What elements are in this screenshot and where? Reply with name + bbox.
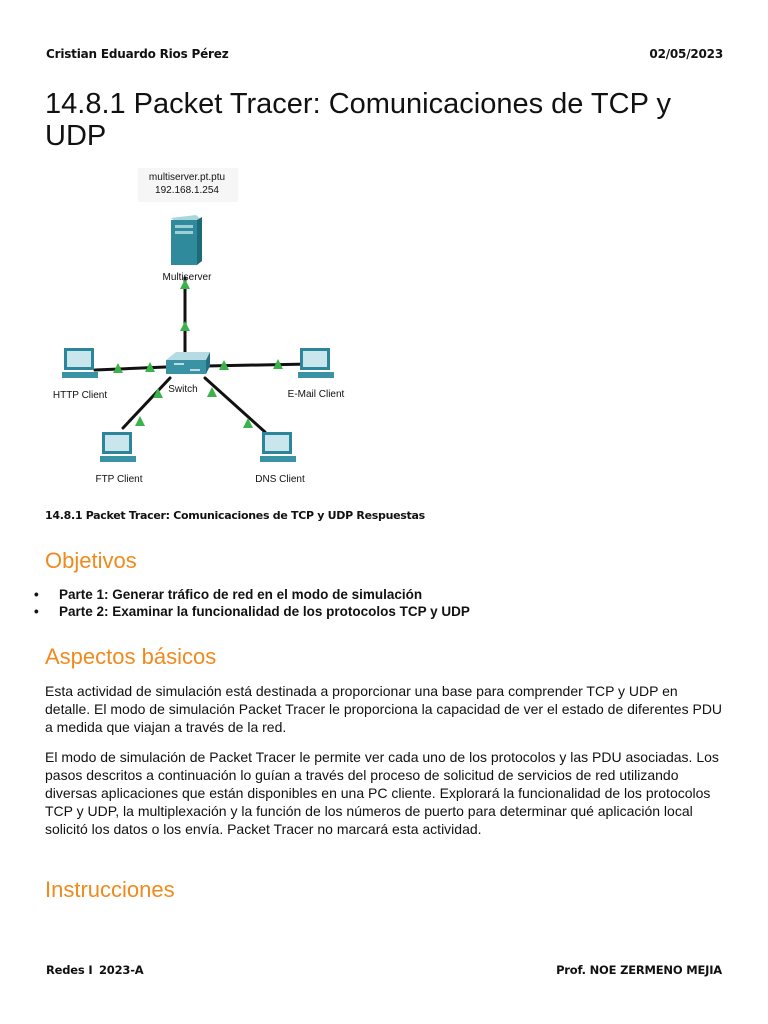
http-client-pc-icon bbox=[62, 348, 98, 378]
objectives-heading: Objetivos bbox=[45, 548, 137, 573]
email-client-pc-icon bbox=[298, 348, 334, 378]
objective-item bbox=[0, 586, 470, 603]
basics-paragraph-2: El modo de simulación de Packet Tracer le permite ver cada uno de los protocolos y las PDU asociadas. Los pasos descritos a continuación lo guían a través del proceso de solicitud de servicios de red utilizando diversas aplicaciones que están disponibles en una PC cliente. Explorará la funcionalidad de los protocolos TCP y UDP, la multiplexación y la función de los números de puerto para determinar qué aplicación local solicitó los datos o los envía. Packet Tracer no marcará esta actividad. bbox=[45, 749, 719, 837]
basics-paragraph-1: Esta actividad de simulación está destinada a proporcionar una base para comprender TCP y UDP en detalle. El modo de simulación Packet Tracer le proporciona la capacidad de ver el estado de diferentes PDU a medida que viajan a través de la red. bbox=[45, 683, 723, 735]
multiserver-icon bbox=[171, 215, 202, 265]
objective-item bbox=[0, 603, 470, 620]
footer-period: 2023-A bbox=[99, 963, 144, 977]
switch-label: Switch bbox=[168, 384, 198, 395]
link-light-icon bbox=[180, 321, 190, 331]
server-ip-label: 192.168.1.254 bbox=[155, 185, 219, 196]
server-name-label: multiserver.pt.ptu bbox=[148, 172, 226, 183]
switch-icon bbox=[166, 352, 210, 374]
header-author: Cristian Eduardo Rios Pérez bbox=[46, 47, 229, 61]
diagram-caption: 14.8.1 Packet Tracer: Comunicaciones de TCP y UDP Respuestas bbox=[45, 509, 425, 522]
email-client-label: E-Mail Client bbox=[287, 389, 345, 400]
bullet-icon: • bbox=[34, 587, 39, 602]
header-date: 02/05/2023 bbox=[649, 47, 723, 61]
multiserver-label: Multiserver bbox=[162, 272, 212, 283]
objective-text: Parte 1: Generar tráfico de red en el modo de simulación bbox=[59, 587, 423, 602]
instructions-heading: Instrucciones bbox=[45, 877, 175, 902]
network-topology-diagram bbox=[40, 160, 380, 500]
http-client-label: HTTP Client bbox=[52, 390, 108, 401]
bullet-icon: • bbox=[34, 604, 39, 619]
ftp-client-label: FTP Client bbox=[95, 474, 143, 485]
objectives-list bbox=[0, 586, 470, 620]
objective-text: Parte 2: Examinar la funcionalidad de los protocolos TCP y UDP bbox=[59, 604, 470, 619]
dns-client-label: DNS Client bbox=[255, 474, 305, 485]
basics-heading: Aspectos básicos bbox=[45, 644, 217, 669]
link-http-switch bbox=[95, 367, 166, 370]
footer-professor: Prof. NOE ZERMENO MEJIA bbox=[556, 963, 722, 977]
link-dns-switch bbox=[205, 378, 265, 432]
dns-client-pc-icon bbox=[260, 432, 296, 462]
link-ftp-switch bbox=[123, 378, 170, 428]
ftp-client-pc-icon bbox=[100, 432, 136, 462]
footer-course: Redes I bbox=[46, 963, 93, 977]
link-light-icon bbox=[135, 416, 145, 426]
document-title: 14.8.1 Packet Tracer: Comunicaciones de TCP y UDP bbox=[45, 88, 671, 152]
